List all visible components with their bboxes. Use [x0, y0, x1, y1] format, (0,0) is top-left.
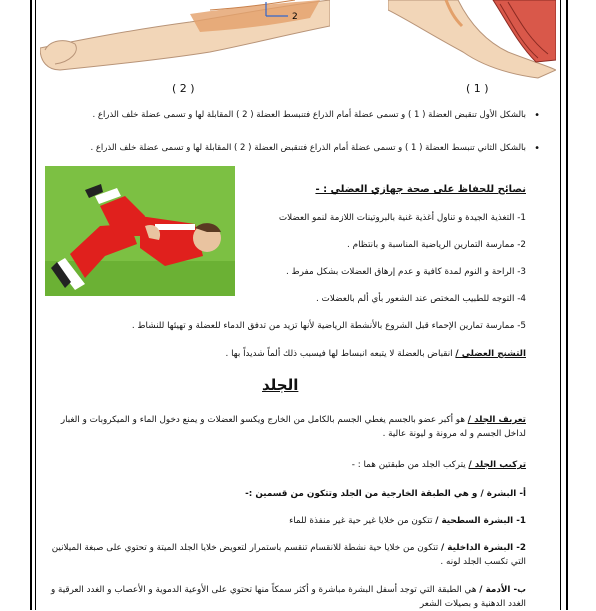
- injured-player-image: [45, 166, 235, 296]
- inner-epidermis: [40, 541, 526, 569]
- figure-label-1: ( 1 ): [466, 82, 489, 95]
- bullet-dot: •: [534, 143, 540, 154]
- bullet-text: بالشكل الثاني تنبسط العضلة ( 1 ) و تسمى عضلة أمام الذراع فتنقبض العضلة ( 2 ) المقابلة لها و تسمى عضلة خلف الذراع .: [90, 143, 526, 153]
- muscle-cramp-definition: [226, 347, 527, 361]
- tips-heading: نصائح للحفاظ على صحة جهازي العضلي : -: [315, 184, 526, 195]
- dermis: [40, 583, 526, 611]
- epidermis-heading: أ- البشرة / و هي الطبقة الخارجية من الجلد وتتكون من قسمين :-: [245, 489, 526, 499]
- skin-definition: [40, 413, 526, 441]
- cramp-term: التشنج العضلي /: [455, 349, 526, 359]
- arm-muscle-figure-2: [40, 0, 330, 80]
- tip-item-3: 3- الراحة و النوم لمدة كافية و عدم إرهاق العضلات بشكل مفرط .: [285, 267, 526, 277]
- dermis-text: هي الطبقة التي توجد أسفل البشرة مباشرة و أكثر سمكاً منها تحتوي على الأوعية الدموية و الأعصاب و الغدد العرقية و الغدد الدهنية و بصيلات الشعر: [50, 585, 526, 609]
- inner-epidermis-text: تتكون من خلايا حية نشطة للانقسام تنقسم باستمرار لتعويض خلايا الجلد الميتة و تحتوي على صبغة الميلانين التي تكسب الجلد لونه .: [51, 543, 526, 567]
- skin-section-title: الجلد: [262, 376, 299, 394]
- bullet-item-1: [86, 108, 540, 123]
- bullet-dot: •: [534, 110, 540, 121]
- surface-epidermis-text: تتكون من خلايا غير حية غير منفذة للماء: [289, 516, 436, 526]
- cramp-text: انقباض بالعضلة لا يتبعه انبساط لها فيسبب ذلك ألماً شديداً بها .: [225, 349, 456, 359]
- skin-structure-text: يتركب الجلد من طبقتين هما : -: [351, 460, 469, 470]
- inner-epidermis-term: 2- البشرة الداخلية /: [441, 543, 526, 553]
- surface-epidermis: [289, 514, 526, 528]
- bullet-text: بالشكل الأول تنقبض العضلة ( 1 ) و تسمى عضلة أمام الذراع فتنبسط العضلة ( 2 ) المقابلة لها و تسمى عضلة خلف الذراع .: [92, 110, 526, 120]
- dermis-term: ب- الأدمة /: [479, 585, 526, 595]
- svg-text:2: 2: [292, 12, 298, 22]
- tip-item-1: 1- التغذية الجيدة و تناول أغذية غنية بالبروتينات اللازمة لنمو العضلات: [278, 213, 526, 223]
- tip-item-5: 5- ممارسة تمارين الإحماء قبل الشروع بالأنشطة الرياضية لأنها تزيد من تدفق الدماء للعضلة و تهيئها للنشاط .: [131, 321, 526, 331]
- skin-definition-text: هو أكبر عضو بالجسم يغطي الجسم بالكامل من الخارج ويكسو العضلات و يمنع دخول الماء و الميكروبات و الغبار لداخل الجسم و له مرونة و ليونة عالية .: [60, 415, 526, 439]
- skin-structure-term: تركيب الجلد /: [468, 460, 526, 470]
- skin-definition-term: تعريف الجلد /: [467, 415, 526, 425]
- surface-epidermis-term: 1- البشرة السطحية /: [435, 516, 526, 526]
- figure-label-2: ( 2 ): [172, 82, 195, 95]
- arm-muscle-figure-1: [388, 0, 556, 80]
- tip-item-4: 4- التوجه للطبيب المختص عند الشعور بأي ألم بالعضلات .: [315, 294, 526, 304]
- bullet-item-2: [86, 141, 540, 156]
- tip-item-2: 2- ممارسة التمارين الرياضية المناسبة و بانتظام .: [347, 240, 526, 250]
- skin-structure: [352, 458, 526, 472]
